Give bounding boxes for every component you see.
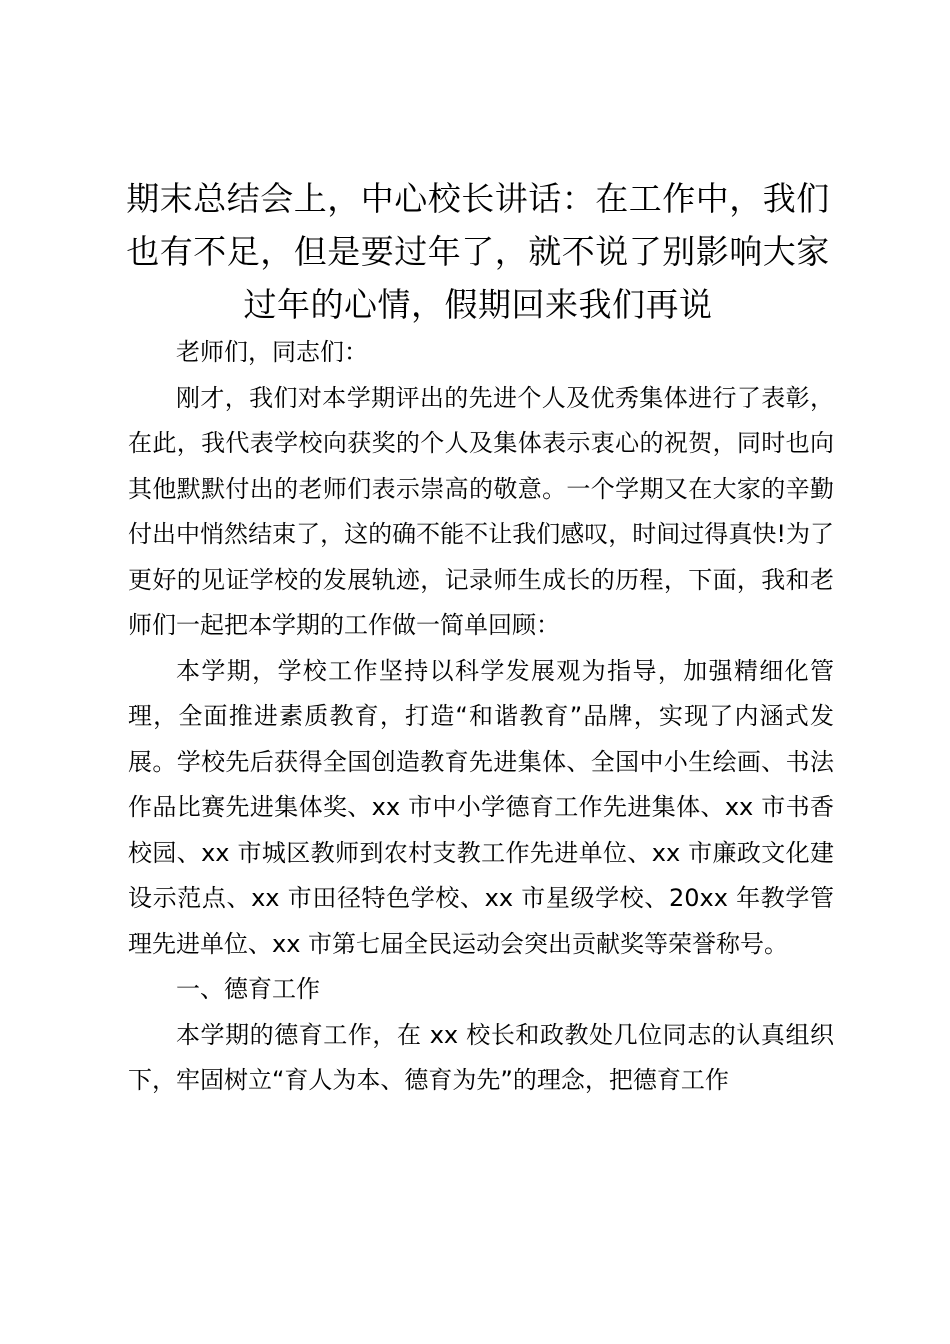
greeting: 老师们，同志们：	[176, 338, 368, 366]
document-title: 期末总结会上，中心校长讲话：在工作中，我们也有不足，但是要过年了，就不说了别影响大家过年的心情，假期回来我们再说	[126, 179, 830, 324]
document-body	[128, 330, 834, 1104]
section-heading: 一、德育工作	[176, 975, 320, 1003]
paragraph-moral-education: 本学期的德育工作，在 xx 校长和政教处几位同志的认真组织下，牢固树立“育人为本、德育为先”的理念，把德育工作	[128, 1020, 834, 1094]
paragraph-intro: 刚才，我们对本学期评出的先进个人及优秀集体进行了表彰，在此，我代表学校向获奖的个人及集体表示衷心的祝贺，同时也向其他默默付出的老师们表示崇高的敬意。一个学期又在大家的辛勤付出中悄然结束了，这的确不能不让我们感叹，时间过得真快!为了更好的见证学校的发展轨迹，记录师生成长的历程，下面，我和老师们一起把本学期的工作做一简单回顾：	[128, 383, 834, 639]
paragraph-achievements: 本学期，学校工作坚持以科学发展观为指导，加强精细化管理，全面推进素质教育，打造“和谐教育”品牌，实现了内涵式发展。学校先后获得全国创造教育先进集体、全国中小生绘画、书法作品比赛先进集体奖、xx 市中小学德育工作先进集体、xx 市书香校园、xx 市城区教师到农村支教工作先进单位、xx 市廉政文化建设示范点、xx 市田径特色学校、xx 市星级学校、20xx 年教学管理先进单位、xx 市第七届全民运动会突出贡献奖等荣誉称号。	[128, 656, 834, 958]
